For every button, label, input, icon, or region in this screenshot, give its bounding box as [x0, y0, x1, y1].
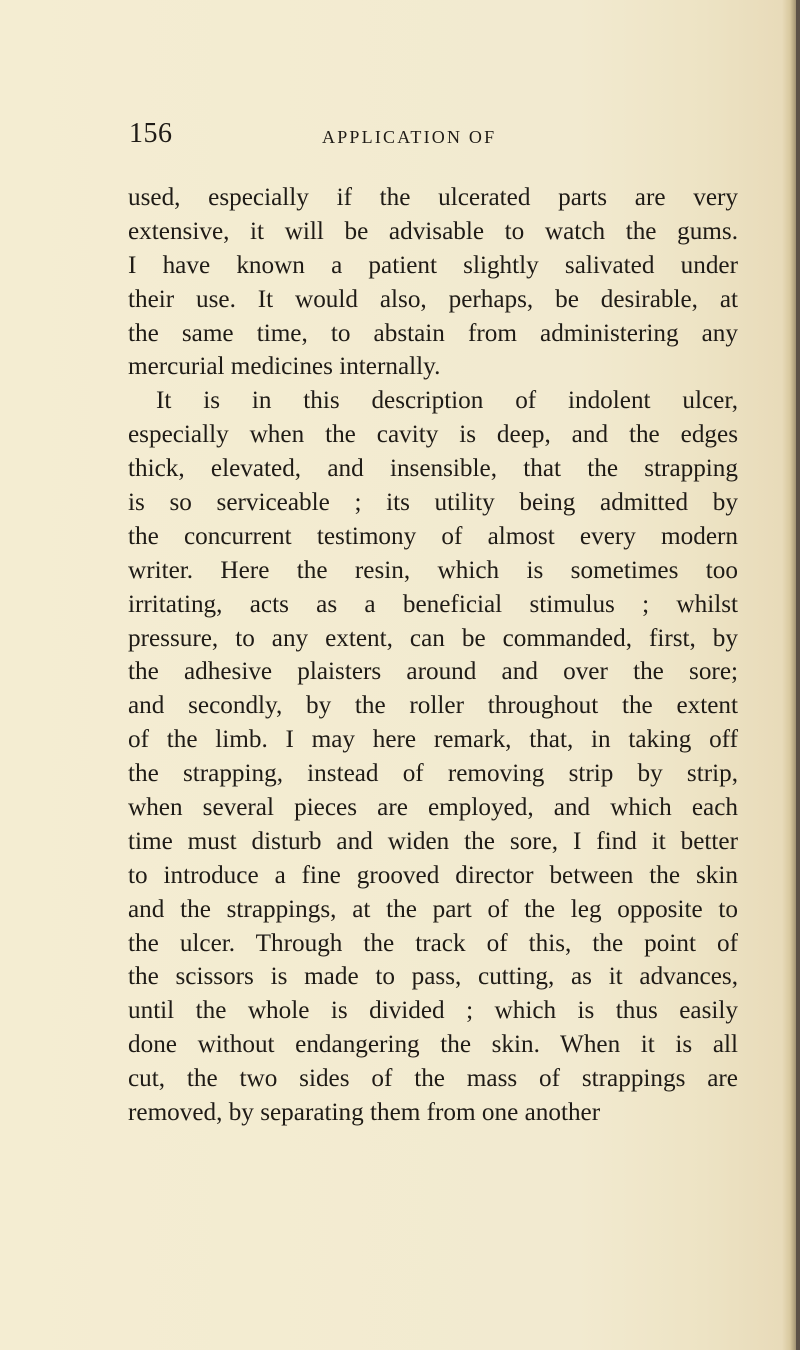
text-line: It is in this description of indolent ulcer, — [156, 387, 738, 415]
text-line: writer. Here the resin, which is sometimes too — [128, 556, 738, 584]
text-line: the ulcer. Through the track of this, the point of — [128, 929, 738, 957]
text-line: the same time, to abstain from administering any — [128, 319, 738, 347]
text-line: irritating, acts as a beneficial stimulus ; whilst — [128, 590, 738, 618]
text-line: removed, by separating them from one another — [128, 1099, 601, 1127]
text-line: the concurrent testimony of almost every modern — [128, 522, 738, 550]
text-line: the scissors is made to pass, cutting, as it advances, — [128, 963, 738, 991]
text-line: I have known a patient slightly salivated under — [128, 251, 738, 279]
text-line: time must disturb and widen the sore, I find it better — [128, 827, 738, 855]
text-line: pressure, to any extent, can be commanded, first, by — [128, 624, 738, 652]
text-line: to introduce a fine grooved director between the skin — [128, 861, 738, 889]
text-line: thick, elevated, and insensible, that the strapping — [128, 455, 738, 483]
text-line: cut, the two sides of the mass of strappings are — [128, 1065, 738, 1093]
text-line: is so serviceable ; its utility being admitted by — [128, 489, 738, 517]
text-line: and the strappings, at the part of the leg opposite to — [128, 895, 738, 923]
page-edge-shadow — [782, 0, 800, 1350]
text-line: the adhesive plaisters around and over the sore; — [128, 658, 738, 686]
text-line: done without endangering the skin. When it is all — [128, 1031, 738, 1059]
text-line: when several pieces are employed, and which each — [128, 794, 738, 822]
text-line: and secondly, by the roller throughout the extent — [128, 692, 738, 720]
page-number: 156 — [129, 118, 173, 149]
text-line: extensive, it will be advisable to watch the gums. — [128, 217, 738, 245]
text-line: especially when the cavity is deep, and the edges — [128, 421, 738, 449]
text-line: until the whole is divided ; which is thus easily — [128, 997, 738, 1025]
text-line: their use. It would also, perhaps, be desirable, at — [128, 285, 738, 313]
text-line: the strapping, instead of removing strip by strip, — [128, 760, 738, 788]
text-line: used, especially if the ulcerated parts are very — [128, 184, 738, 211]
text-line: mercurial medicines internally. — [128, 353, 441, 381]
body-text — [128, 181, 738, 1130]
page-header — [129, 120, 741, 158]
text-line: of the limb. I may here remark, that, in taking off — [128, 726, 738, 754]
running-head: APPLICATION OF — [322, 127, 497, 147]
